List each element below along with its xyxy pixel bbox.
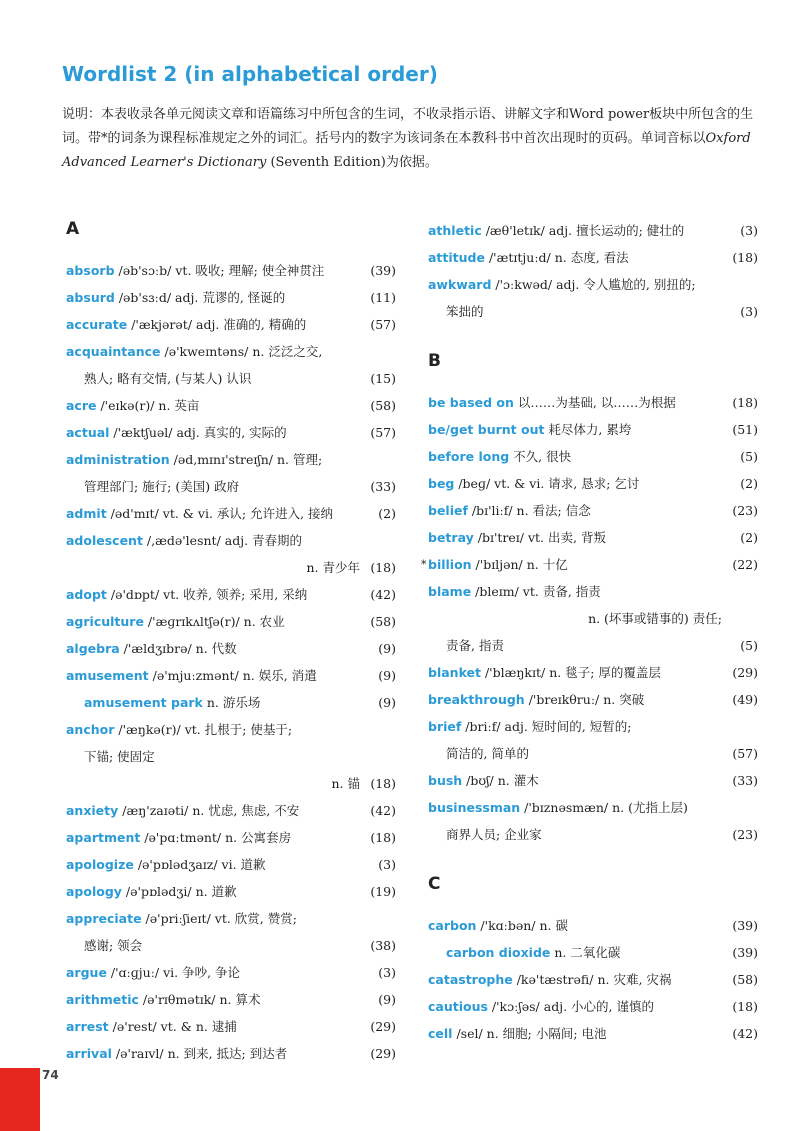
definition-continued: n. 青少年 (18) xyxy=(66,554,396,581)
headword: apology xyxy=(66,884,122,899)
word-entry xyxy=(66,257,396,284)
page-reference: (51) xyxy=(732,422,758,437)
definition: 以……为基础, 以……为根据 xyxy=(513,395,676,410)
headword: billion xyxy=(428,557,472,572)
definition: /'æŋkə(r)/ vt. 扎根于; 使基于; xyxy=(114,722,293,737)
definition: /ə'pɒlədʒaɪz/ vi. 道歉 xyxy=(133,857,266,872)
required-mark: * xyxy=(421,558,427,571)
word-entry xyxy=(66,284,396,311)
word-entry xyxy=(66,986,396,1013)
headword: acquaintance xyxy=(66,344,161,359)
headword: breakthrough xyxy=(428,692,525,707)
page-reference: (18) xyxy=(370,776,396,791)
word-entry xyxy=(428,443,758,470)
definition: /sel/ n. 细胞; 小隔间; 电池 xyxy=(452,1026,607,1041)
word-entry xyxy=(428,993,758,1020)
word-entry xyxy=(66,878,396,905)
page-reference: (39) xyxy=(732,945,758,960)
headword: appreciate xyxy=(66,911,142,926)
headword: cautious xyxy=(428,999,488,1014)
definition: /ə'raɪvl/ n. 到来, 抵达; 到达者 xyxy=(111,1046,288,1061)
definition: /'ætɪtjuːd/ n. 态度, 看法 xyxy=(484,250,629,265)
page-reference: (9) xyxy=(378,668,396,683)
page-reference: (3) xyxy=(378,857,396,872)
word-entry xyxy=(66,689,396,716)
definition-continued: 管理部门; 施行; (美国) 政府 (33) xyxy=(66,473,396,500)
headword: athletic xyxy=(428,223,482,238)
page-reference: (5) xyxy=(740,638,758,653)
page-reference: (57) xyxy=(732,746,758,761)
page-reference: (3) xyxy=(740,223,758,238)
word-entry xyxy=(66,311,396,338)
definition: /əd'mɪt/ vt. & vi. 承认; 允许进入, 接纳 xyxy=(106,506,334,521)
right-column xyxy=(421,217,758,1047)
word-entry xyxy=(428,939,758,966)
word-entry xyxy=(66,905,396,932)
headword: belief xyxy=(428,503,468,518)
headword: bush xyxy=(428,773,463,788)
page-reference: (57) xyxy=(370,317,396,332)
word-entry xyxy=(66,500,396,527)
page-reference: (29) xyxy=(732,665,758,680)
page-number: 74 xyxy=(42,1068,59,1082)
page-reference: (18) xyxy=(732,395,758,410)
definition: /æθ'letɪk/ adj. 擅长运动的; 健壮的 xyxy=(481,223,685,238)
definition: /bʊʃ/ n. 灌木 xyxy=(462,773,539,788)
page-reference: (57) xyxy=(370,425,396,440)
intro-text-end: (Seventh Edition)为依据。 xyxy=(266,155,438,170)
word-entry xyxy=(428,659,758,686)
headword: apartment xyxy=(66,830,141,845)
headword: agriculture xyxy=(66,614,144,629)
headword: catastrophe xyxy=(428,972,513,987)
page-reference: (39) xyxy=(370,263,396,278)
definition: /'ɑːɡjuː/ vi. 争吵, 争论 xyxy=(106,965,241,980)
definition: /'kɔːʃəs/ adj. 小心的, 谨慎的 xyxy=(487,999,654,1014)
page-reference: (11) xyxy=(370,290,396,305)
definition: 耗尽体力, 累垮 xyxy=(544,422,632,437)
page-reference: (33) xyxy=(370,479,396,494)
page-reference: (38) xyxy=(370,938,396,953)
definition: /'bɪljən/ n. 十亿 xyxy=(471,557,568,572)
page-reference: (18) xyxy=(732,250,758,265)
definition-continued: 下锚; 使固定 xyxy=(84,749,155,764)
page-reference: (9) xyxy=(378,695,396,710)
page-reference: (33) xyxy=(732,773,758,788)
headword: absorb xyxy=(66,263,115,278)
headword: adopt xyxy=(66,587,107,602)
section-gap xyxy=(428,325,758,349)
word-entry xyxy=(428,470,758,497)
page-reference: (23) xyxy=(732,503,758,518)
headword: admit xyxy=(66,506,107,521)
word-entry xyxy=(66,797,396,824)
headword: carbon xyxy=(428,918,477,933)
headword: beg xyxy=(428,476,455,491)
page-reference: (9) xyxy=(378,641,396,656)
word-entry xyxy=(66,338,396,365)
headword: businessman xyxy=(428,800,521,815)
section-letter-b: B xyxy=(428,351,441,371)
definition: /ə'dɒpt/ vt. 收养, 领养; 采用, 采纳 xyxy=(106,587,308,602)
definition: /əd,mɪnɪ'streɪʃn/ n. 管理; xyxy=(169,452,323,467)
definition: /'ældʒɪbrə/ n. 代数 xyxy=(119,641,237,656)
definition: /əb'sɜːd/ adj. 荒谬的, 怪诞的 xyxy=(114,290,286,305)
page-reference: (39) xyxy=(732,918,758,933)
section-gap xyxy=(428,848,758,872)
definition: /'blæŋkɪt/ n. 毯子; 厚的覆盖层 xyxy=(481,665,661,680)
definition: /ə'pɒlədʒi/ n. 道歉 xyxy=(121,884,237,899)
headword: before long xyxy=(428,449,510,464)
headword: actual xyxy=(66,425,110,440)
definition: /ə'priːʃieɪt/ vt. 欣赏, 赞赏; xyxy=(141,911,297,926)
section-letter-a: A xyxy=(66,219,80,239)
page-reference: (3) xyxy=(378,965,396,980)
headword: attitude xyxy=(428,250,485,265)
definition: /'breɪkθruː/ n. 突破 xyxy=(524,692,645,707)
definition-continued: n. 锚 (18) xyxy=(66,770,396,797)
word-entry xyxy=(428,497,758,524)
headword: arithmetic xyxy=(66,992,139,1007)
definition: /bleɪm/ vt. 责备, 指责 xyxy=(471,584,601,599)
page-reference: (29) xyxy=(370,1019,396,1034)
word-entry xyxy=(421,551,758,578)
definition: /bɪ'liːf/ n. 看法; 信念 xyxy=(467,503,591,518)
word-entry xyxy=(428,271,758,298)
definition-continued: 感谢; 领会 (38) xyxy=(66,932,396,959)
definition: /ə'pɑːtmənt/ n. 公寓套房 xyxy=(140,830,292,845)
definition-continued: 简洁的, 简单的 (57) xyxy=(428,740,758,767)
word-entry xyxy=(66,581,396,608)
headword: be based on xyxy=(428,395,514,410)
word-entry xyxy=(66,527,396,554)
word-entry xyxy=(66,446,396,473)
word-entry xyxy=(66,608,396,635)
definition: /'æɡrɪkʌltʃə(r)/ n. 农业 xyxy=(143,614,285,629)
definition-continued: 熟人; 略有交情, (与某人) 认识 (15) xyxy=(66,365,396,392)
word-entry xyxy=(428,578,758,605)
word-entry xyxy=(428,767,758,794)
headword: betray xyxy=(428,530,474,545)
word-entry xyxy=(66,851,396,878)
definition: /bɪ'treɪ/ vt. 出卖, 背叛 xyxy=(473,530,606,545)
definition: n. 游乐场 xyxy=(202,695,261,710)
definition-continued: 笨拙的 (3) xyxy=(428,298,758,325)
page-reference: (15) xyxy=(370,371,396,386)
headword: administration xyxy=(66,452,170,467)
left-column xyxy=(66,217,396,1067)
intro-note xyxy=(62,103,762,175)
page-reference: (58) xyxy=(732,972,758,987)
definition: /,ædə'lesnt/ adj. 青春期的 xyxy=(142,533,303,548)
definition: /'ɔːkwəd/ adj. 令人尴尬的, 别扭的; xyxy=(491,277,696,292)
headword: amusement xyxy=(66,668,149,683)
page-reference: (5) xyxy=(740,449,758,464)
word-entry xyxy=(428,416,758,443)
definition: 不久, 很快 xyxy=(509,449,572,464)
word-entry xyxy=(66,716,396,743)
definition: /kə'tæstrəfi/ n. 灾难, 灾祸 xyxy=(512,972,672,987)
page-reference: (23) xyxy=(732,827,758,842)
page-reference: (2) xyxy=(378,506,396,521)
page-reference: (58) xyxy=(370,398,396,413)
headword: anchor xyxy=(66,722,115,737)
word-entry xyxy=(66,1040,396,1067)
word-entry xyxy=(428,966,758,993)
page-reference: (42) xyxy=(370,587,396,602)
word-entry xyxy=(428,912,758,939)
definition: /æŋ'zaɪəti/ n. 忧虑, 焦虑, 不安 xyxy=(118,803,300,818)
headword: amusement park xyxy=(84,695,203,710)
word-entry xyxy=(66,959,396,986)
headword: awkward xyxy=(428,277,492,292)
word-entry xyxy=(428,244,758,271)
headword: carbon dioxide xyxy=(446,945,551,960)
page-reference: (42) xyxy=(732,1026,758,1041)
word-entry xyxy=(66,662,396,689)
word-entry xyxy=(428,217,758,244)
word-entry xyxy=(66,392,396,419)
definition: /beɡ/ vt. & vi. 请求, 恳求; 乞讨 xyxy=(454,476,640,491)
page-reference: (42) xyxy=(370,803,396,818)
headword: adolescent xyxy=(66,533,143,548)
definition: /ə'rest/ vt. & n. 逮捕 xyxy=(108,1019,237,1034)
headword: be/get burnt out xyxy=(428,422,545,437)
word-entry xyxy=(428,389,758,416)
section-letter-c: C xyxy=(428,874,441,894)
definition: /'kɑːbən/ n. 碳 xyxy=(476,918,568,933)
page-reference: (22) xyxy=(732,557,758,572)
word-entry xyxy=(428,1020,758,1047)
headword: arrest xyxy=(66,1019,109,1034)
word-entry xyxy=(428,713,758,740)
definition-continued: n. (坏事或错事的) 责任; xyxy=(588,611,722,626)
headword: accurate xyxy=(66,317,128,332)
headword: blame xyxy=(428,584,472,599)
headword: arrival xyxy=(66,1046,112,1061)
word-entry xyxy=(66,635,396,662)
definition: /briːf/ adj. 短时间的, 短暂的; xyxy=(461,719,632,734)
page-reference: (18) xyxy=(370,560,396,575)
page-reference: (2) xyxy=(740,530,758,545)
definition: /ə'rɪθmətɪk/ n. 算术 xyxy=(138,992,261,1007)
intro-text: 说明：本表收录各单元阅读文章和语篇练习中所包含的生词，不收录指示语、讲解文字和Word power板块中所包含的生词。带*的词条为课程标准规定之外的词汇。括号内的数字为该词条在本教科书中首次出现时的页码。单词音标以 xyxy=(62,107,754,146)
page-reference: (58) xyxy=(370,614,396,629)
definition: /'bɪznəsmæn/ n. (尤指上层) xyxy=(520,800,688,815)
headword: cell xyxy=(428,1026,453,1041)
word-entry xyxy=(428,794,758,821)
definition: /ə'kweɪntəns/ n. 泛泛之交, xyxy=(160,344,323,359)
definition: /'eɪkə(r)/ n. 英亩 xyxy=(96,398,200,413)
headword: blanket xyxy=(428,665,481,680)
definition: n. 二氧化碳 xyxy=(550,945,621,960)
page-title: Wordlist 2 (in alphabetical order) xyxy=(62,62,438,86)
definition: /ə'mjuːzmənt/ n. 娱乐, 消遣 xyxy=(148,668,317,683)
headword: absurd xyxy=(66,290,115,305)
definition: /'æktʃuəl/ adj. 真实的, 实际的 xyxy=(109,425,287,440)
word-entry xyxy=(66,824,396,851)
headword: brief xyxy=(428,719,462,734)
headword: algebra xyxy=(66,641,120,656)
page-tab xyxy=(0,1068,40,1131)
definition: /əb'sɔːb/ vt. 吸收; 理解; 使全神贯注 xyxy=(114,263,325,278)
headword: argue xyxy=(66,965,107,980)
word-entry xyxy=(66,1013,396,1040)
dictionary-name: Oxford Advanced Learner's Dictionary xyxy=(62,131,751,170)
headword: acre xyxy=(66,398,97,413)
page-reference: (2) xyxy=(740,476,758,491)
page-reference: (29) xyxy=(370,1046,396,1061)
word-entry xyxy=(66,419,396,446)
definition-continued: 商界人员; 企业家 (23) xyxy=(428,821,758,848)
word-entry xyxy=(428,686,758,713)
page-reference: (49) xyxy=(732,692,758,707)
page-reference: (19) xyxy=(370,884,396,899)
page-reference: (18) xyxy=(732,999,758,1014)
word-entry xyxy=(428,524,758,551)
headword: apologize xyxy=(66,857,134,872)
page-reference: (18) xyxy=(370,830,396,845)
definition: /'ækjərət/ adj. 准确的, 精确的 xyxy=(127,317,307,332)
page-reference: (9) xyxy=(378,992,396,1007)
headword: anxiety xyxy=(66,803,119,818)
definition-continued: 责备, 指责 (5) xyxy=(428,632,758,659)
page-reference: (3) xyxy=(740,304,758,319)
